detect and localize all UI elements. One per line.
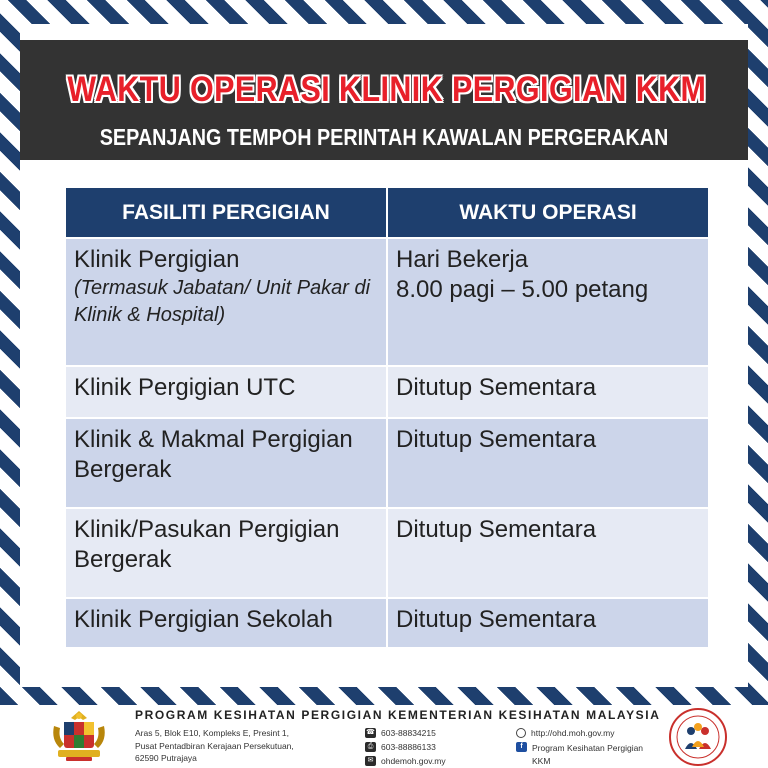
table-row (66, 366, 708, 418)
banner-subtitle: SEPANJANG TEMPOH PERINTAH KAWALAN PERGERAKAN (99, 124, 669, 150)
operating-hours-table (66, 188, 708, 649)
footer-address (135, 727, 294, 765)
facebook-contact[interactable] (516, 742, 643, 768)
facility-note: (Termasuk Jabatan/ Unit Pakar di Klinik & Hospital) (74, 277, 371, 326)
email-address[interactable]: ohdemoh.gov.my (381, 756, 446, 766)
hours-cell: Ditutup Sementara (387, 366, 708, 418)
banner-title: WAKTU OPERASI KLINIK PERGIGIAN KKM (67, 70, 707, 109)
header-hours: WAKTU OPERASI (387, 188, 708, 238)
hours-cell: Ditutup Sementara (387, 418, 708, 508)
hours-cell (387, 238, 708, 366)
fax-number: 603-88886133 (381, 742, 436, 752)
facebook-icon: f (516, 742, 527, 752)
facebook-line2[interactable]: KKM (532, 756, 551, 766)
globe-icon (516, 728, 526, 738)
footer-org-title: PROGRAM KESIHATAN PERGIGIAN KEMENTERIAN KESIHATAN MALAYSIA (135, 708, 661, 722)
header-facility: FASILITI PERGIGIAN (66, 188, 387, 238)
email-icon: ✉ (365, 756, 376, 766)
facility-cell (66, 238, 387, 366)
facebook-line1[interactable]: Program Kesihatan Pergigian (532, 743, 644, 753)
address-line: 62590 Putrajaya (135, 753, 197, 763)
address-line: Pusat Pentadbiran Kerajaan Persekutuan, (135, 740, 294, 751)
facility-cell: Klinik/Pasukan Pergigian Bergerak (66, 508, 387, 598)
hours-line2: 8.00 pagi – 5.00 petang (396, 276, 649, 303)
address-line: Aras 5, Blok E10, Kompleks E, Presint 1, (135, 728, 290, 738)
table-row (66, 508, 708, 598)
dental-program-seal-icon (668, 707, 728, 767)
email-contact[interactable] (365, 756, 446, 766)
hours-cell: Ditutup Sementara (387, 598, 708, 648)
phone-icon: ☎ (366, 729, 375, 736)
table-row (66, 418, 708, 508)
ministry-crest-icon (48, 708, 110, 764)
phone-contact (365, 728, 436, 738)
table-row (66, 238, 708, 366)
footer (0, 705, 768, 768)
hours-line1: Hari Bekerja (396, 246, 529, 273)
table-header-row (66, 188, 708, 238)
website-link[interactable]: http://ohd.moh.gov.my (531, 728, 615, 738)
phone-number: 603-88834215 (381, 728, 436, 738)
facility-name: Klinik Pergigian (74, 246, 240, 273)
facility-cell: Klinik Pergigian UTC (66, 366, 387, 418)
fax-icon: ⎙ (365, 742, 376, 752)
table-row (66, 598, 708, 648)
facility-cell: Klinik & Makmal Pergigian Bergerak (66, 418, 387, 508)
fax-contact (365, 742, 436, 752)
website-contact[interactable] (516, 728, 614, 738)
facility-cell: Klinik Pergigian Sekolah (66, 598, 387, 648)
facebook-link[interactable] (532, 742, 643, 768)
title-banner (20, 40, 748, 160)
hours-cell: Ditutup Sementara (387, 508, 708, 598)
